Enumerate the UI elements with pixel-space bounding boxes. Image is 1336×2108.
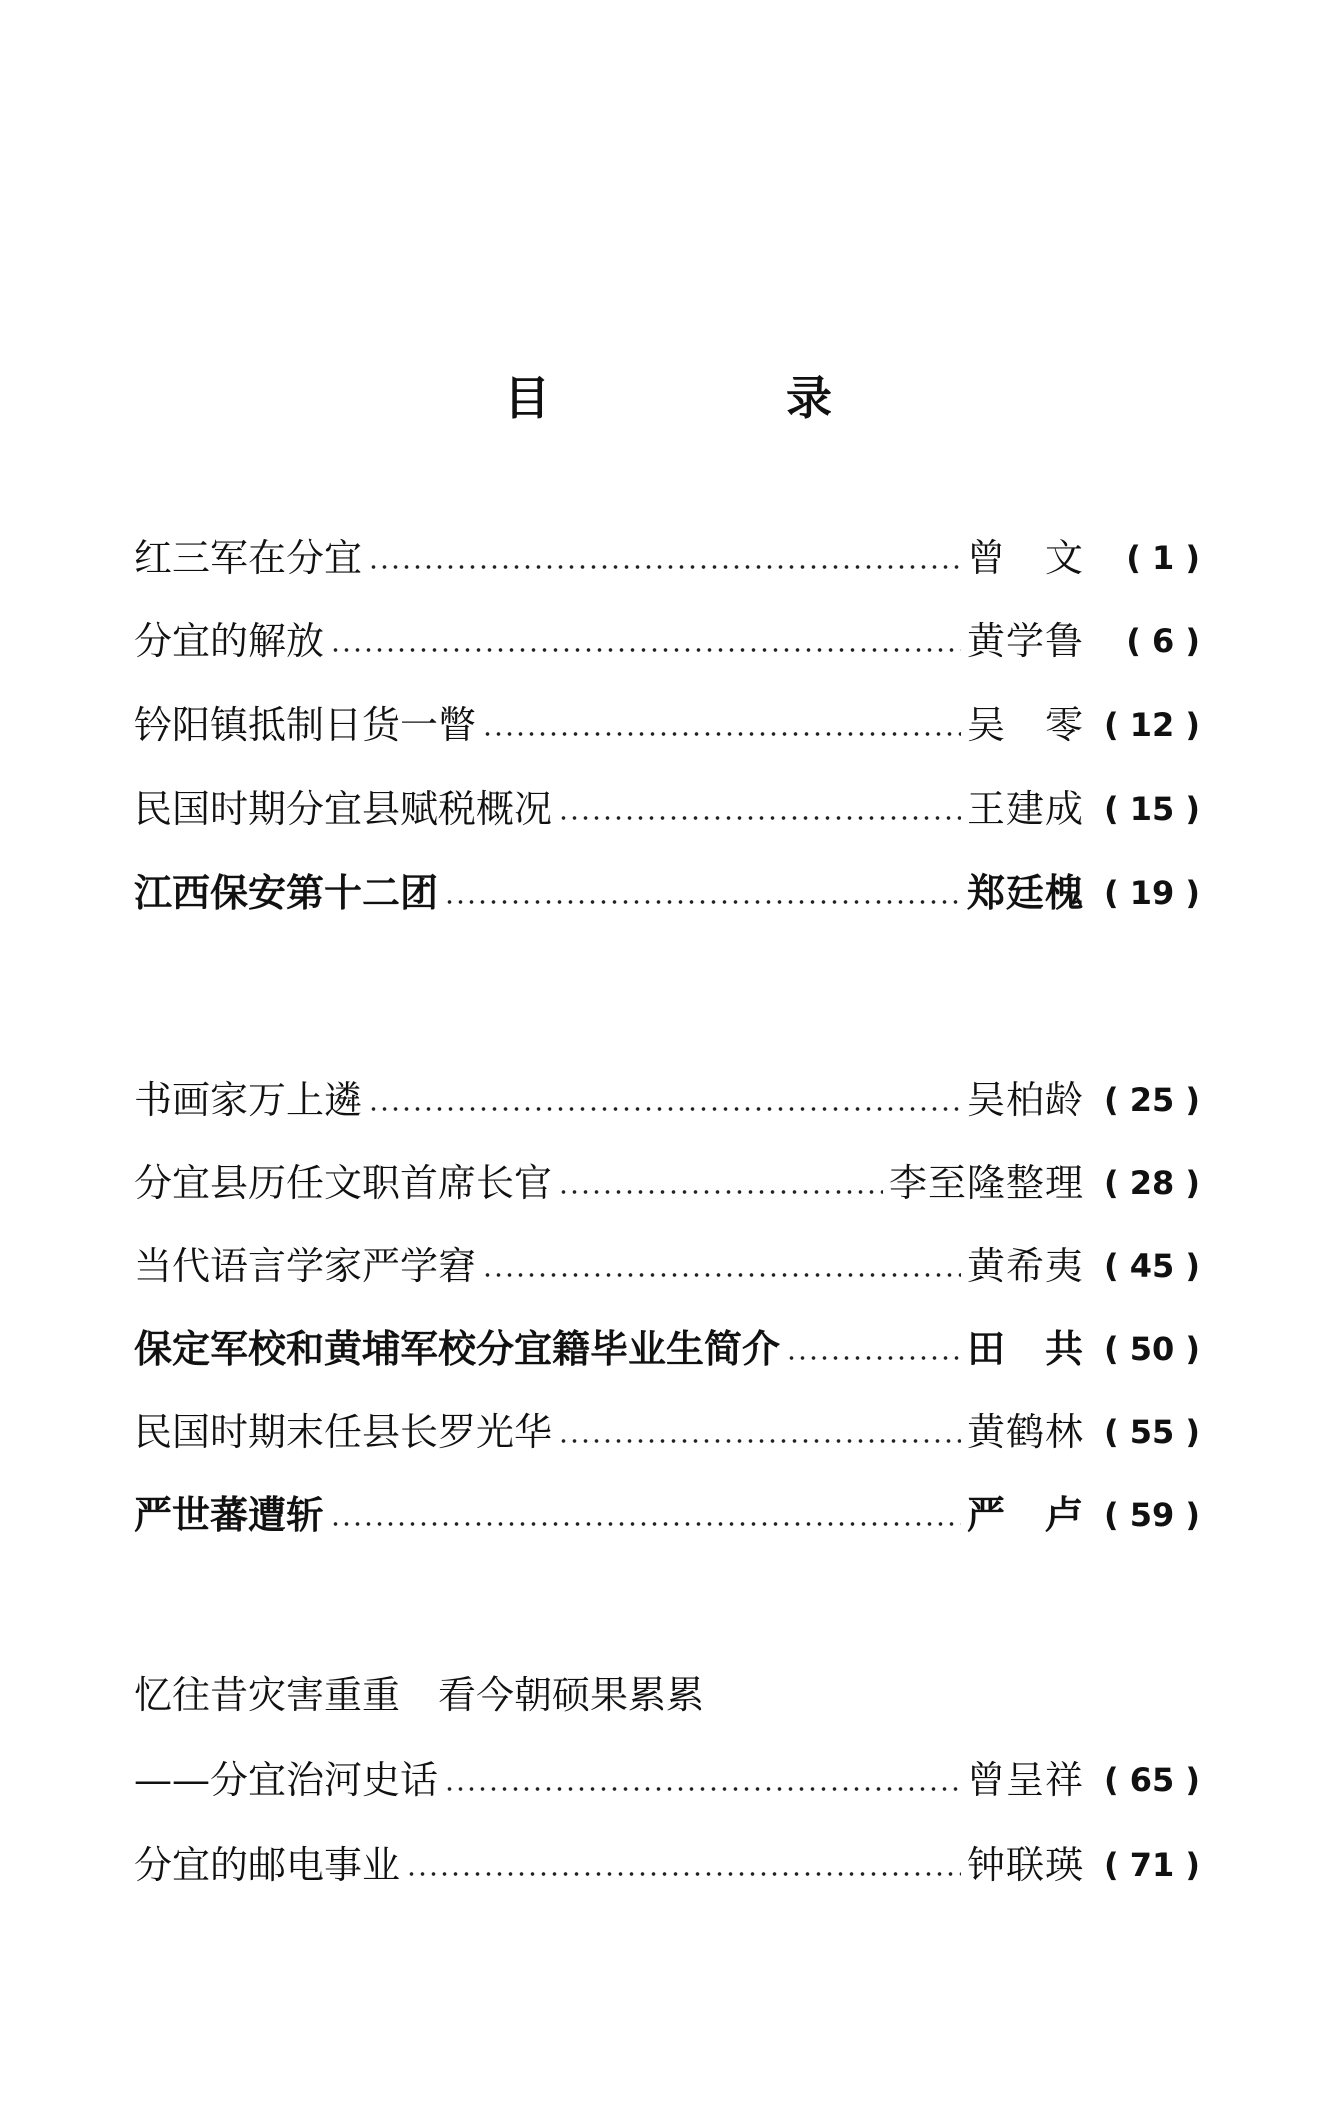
entry-author: 王建成 [966, 787, 1084, 831]
dot-leader [482, 729, 961, 739]
toc-entry[interactable] [134, 1072, 1200, 1128]
entry-author: 李至隆整理 [888, 1161, 1084, 1205]
entry-title: 保定军校和黄埔军校分宜籍毕业生简介 [134, 1326, 781, 1371]
toc-entry[interactable] [134, 530, 1200, 586]
dot-leader [558, 1436, 961, 1446]
dot-leader [482, 1270, 961, 1280]
entry-page-number: ( 65 ) [1103, 1761, 1200, 1799]
dot-leader [330, 1519, 961, 1529]
toc-entry[interactable] [134, 781, 1200, 837]
entry-page-number: ( 19 ) [1103, 874, 1200, 912]
entry-page-number: ( 50 ) [1103, 1330, 1200, 1368]
entry-page-number: ( 15 ) [1103, 790, 1200, 828]
dot-leader [444, 897, 961, 907]
toc-entry[interactable] [134, 1155, 1200, 1211]
toc-entry[interactable] [134, 697, 1200, 753]
entry-page-number: ( 6 ) [1126, 622, 1200, 660]
entry-title: 分宜的解放 [134, 619, 325, 663]
entry-title: 钤阳镇抵制日货一瞥 [134, 703, 477, 747]
entry-title: ——分宜治河史话 [134, 1758, 439, 1802]
entry-title: 民国时期末任县长罗光华 [134, 1410, 553, 1454]
entry-author: 严 卢 [966, 1492, 1084, 1537]
dot-leader [444, 1784, 961, 1794]
page-title: 目 录 [503, 371, 942, 425]
toc-entry[interactable] [134, 1321, 1200, 1377]
entry-title: 江西保安第十二团 [134, 870, 439, 915]
dot-leader [330, 645, 961, 655]
toc-entry[interactable] [134, 865, 1200, 921]
entry-page-number: ( 71 ) [1103, 1846, 1200, 1884]
entry-title: 当代语言学家严学窘 [134, 1244, 477, 1288]
entry-author: 吴柏龄 [966, 1078, 1084, 1122]
dot-leader [406, 1869, 961, 1879]
entry-title: 民国时期分宜县赋税概况 [134, 787, 553, 831]
dot-leader [368, 562, 961, 572]
entry-author: 黄希夷 [966, 1244, 1084, 1288]
entry-page-number: ( 12 ) [1103, 706, 1200, 744]
entry-author: 田 共 [966, 1326, 1084, 1371]
entry-page-number: ( 59 ) [1103, 1496, 1200, 1534]
toc-entry[interactable] [134, 1404, 1200, 1460]
toc-entry[interactable] [134, 1238, 1200, 1294]
dot-leader [558, 1187, 883, 1197]
toc-entry[interactable] [134, 613, 1200, 669]
entry-page-number: ( 1 ) [1126, 539, 1200, 577]
entry-author: 郑廷槐 [966, 870, 1084, 915]
toc-entry[interactable] [134, 1837, 1200, 1893]
entry-author: 曾 文 [966, 536, 1084, 580]
entry-page-number: ( 28 ) [1103, 1164, 1200, 1202]
entry-author: 曾呈祥 [966, 1758, 1084, 1802]
entry-title: 书画家万上遴 [134, 1078, 363, 1122]
entry-author: 黄鹤林 [966, 1410, 1084, 1454]
dot-leader [558, 813, 961, 823]
entry-title: 严世蕃遭斩 [134, 1492, 325, 1537]
entry-page-number: ( 25 ) [1103, 1081, 1200, 1119]
entry-page-number: ( 55 ) [1103, 1413, 1200, 1451]
toc-entry-heading[interactable]: 忆往昔灾害重重 看今朝硕果累累 [134, 1673, 705, 1717]
dot-leader [368, 1104, 961, 1114]
entry-page-number: ( 45 ) [1103, 1247, 1200, 1285]
dot-leader [786, 1353, 961, 1363]
entry-title: 分宜县历任文职首席长官 [134, 1161, 553, 1205]
entry-author: 吴 零 [966, 703, 1084, 747]
entry-author: 黄学鲁 [966, 619, 1084, 663]
entry-title: 红三军在分宜 [134, 536, 363, 580]
toc-entry[interactable] [134, 1752, 1200, 1808]
entry-author: 钟联瑛 [966, 1843, 1084, 1887]
toc-entry[interactable] [134, 1487, 1200, 1543]
entry-title: 分宜的邮电事业 [134, 1843, 401, 1887]
